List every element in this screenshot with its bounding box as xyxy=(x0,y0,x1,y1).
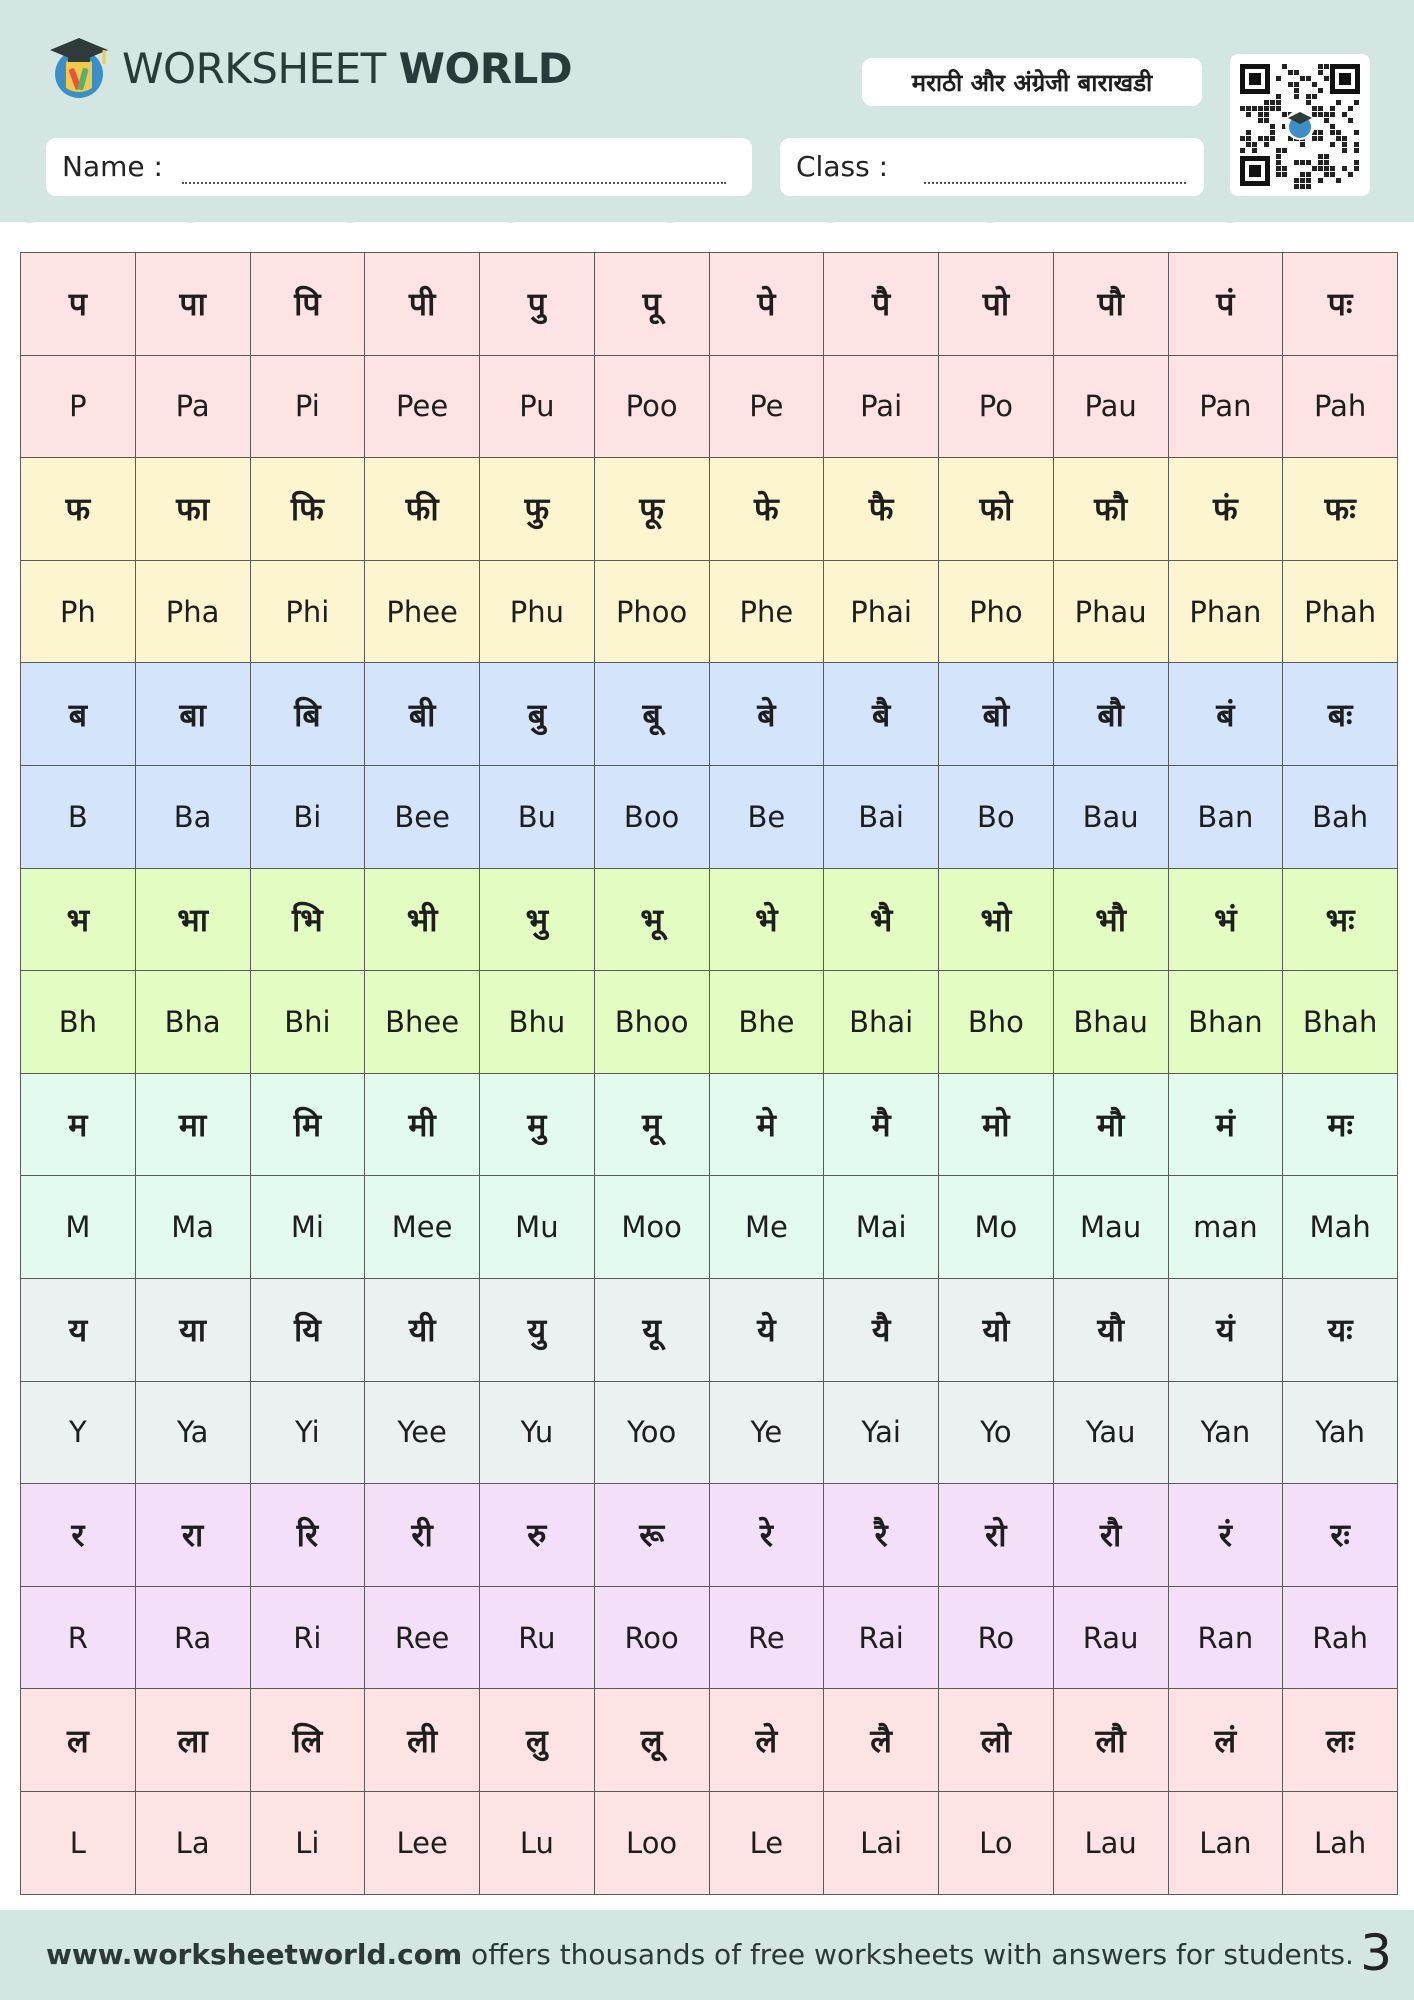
latin-cell: Roo xyxy=(594,1586,709,1689)
devanagari-cell: भु xyxy=(480,868,595,971)
devanagari-cell: भः xyxy=(1283,868,1398,971)
page-footer xyxy=(0,1910,1414,2000)
latin-cell: Pee xyxy=(365,355,480,458)
devanagari-cell: फः xyxy=(1283,458,1398,561)
latin-cell: Bhau xyxy=(1053,971,1168,1074)
latin-cell: Bhu xyxy=(480,971,595,1074)
latin-cell: Re xyxy=(709,1586,824,1689)
devanagari-cell: भं xyxy=(1168,868,1283,971)
latin-cell: Bho xyxy=(939,971,1054,1074)
latin-cell: Lu xyxy=(480,1791,595,1894)
devanagari-cell: भे xyxy=(709,868,824,971)
devanagari-cell: यी xyxy=(365,1278,480,1381)
latin-cell: Me xyxy=(709,1176,824,1279)
latin-cell: Ya xyxy=(135,1381,250,1484)
latin-cell: P xyxy=(21,355,136,458)
latin-cell: M xyxy=(21,1176,136,1279)
table-row xyxy=(21,663,1398,766)
devanagari-cell: रू xyxy=(594,1484,709,1587)
latin-cell: Yah xyxy=(1283,1381,1398,1484)
latin-cell: Phi xyxy=(250,560,365,663)
devanagari-cell: रु xyxy=(480,1484,595,1587)
latin-cell: Ye xyxy=(709,1381,824,1484)
class-line[interactable] xyxy=(924,182,1186,184)
latin-cell: Pu xyxy=(480,355,595,458)
graduate-pencil-logo-icon xyxy=(46,32,112,102)
latin-cell: Rai xyxy=(824,1586,939,1689)
devanagari-cell: यू xyxy=(594,1278,709,1381)
devanagari-cell: पी xyxy=(365,253,480,356)
latin-cell: Phu xyxy=(480,560,595,663)
devanagari-cell: ये xyxy=(709,1278,824,1381)
latin-cell: Ri xyxy=(250,1586,365,1689)
devanagari-cell: मि xyxy=(250,1073,365,1176)
latin-cell: B xyxy=(21,765,136,868)
latin-cell: Phe xyxy=(709,560,824,663)
latin-cell: Yi xyxy=(250,1381,365,1484)
table-row xyxy=(21,253,1398,356)
latin-cell: Phoo xyxy=(594,560,709,663)
footer-website-link[interactable]: www.worksheetworld.com xyxy=(46,1938,463,1971)
devanagari-cell: लू xyxy=(594,1689,709,1792)
devanagari-cell: पो xyxy=(939,253,1054,356)
latin-cell: Lee xyxy=(365,1791,480,1894)
devanagari-cell: यो xyxy=(939,1278,1054,1381)
devanagari-cell: प xyxy=(21,253,136,356)
page-number: 3 xyxy=(1360,1924,1392,1982)
latin-cell: Yan xyxy=(1168,1381,1283,1484)
devanagari-cell: फो xyxy=(939,458,1054,561)
devanagari-cell: मू xyxy=(594,1073,709,1176)
devanagari-cell: पे xyxy=(709,253,824,356)
latin-cell: Phah xyxy=(1283,560,1398,663)
devanagari-cell: भी xyxy=(365,868,480,971)
table-row xyxy=(21,1176,1398,1279)
devanagari-cell: लं xyxy=(1168,1689,1283,1792)
devanagari-cell: लः xyxy=(1283,1689,1398,1792)
devanagari-cell: भै xyxy=(824,868,939,971)
devanagari-cell: लि xyxy=(250,1689,365,1792)
latin-cell: L xyxy=(21,1791,136,1894)
name-label: Name : xyxy=(62,150,163,183)
latin-cell: Yu xyxy=(480,1381,595,1484)
devanagari-cell: भो xyxy=(939,868,1054,971)
devanagari-cell: पि xyxy=(250,253,365,356)
latin-cell: Lai xyxy=(824,1791,939,1894)
devanagari-cell: पः xyxy=(1283,253,1398,356)
name-line[interactable] xyxy=(182,182,726,184)
table-row xyxy=(21,1073,1398,1176)
latin-cell: Bhee xyxy=(365,971,480,1074)
devanagari-cell: रे xyxy=(709,1484,824,1587)
devanagari-cell: मे xyxy=(709,1073,824,1176)
latin-cell: Ma xyxy=(135,1176,250,1279)
devanagari-cell: री xyxy=(365,1484,480,1587)
latin-cell: Bi xyxy=(250,765,365,868)
class-field[interactable] xyxy=(780,138,1204,196)
devanagari-cell: फे xyxy=(709,458,824,561)
footer-text xyxy=(46,1938,1354,1971)
latin-cell: Ba xyxy=(135,765,250,868)
latin-cell: Ran xyxy=(1168,1586,1283,1689)
devanagari-cell: य xyxy=(21,1278,136,1381)
latin-cell: Bau xyxy=(1053,765,1168,868)
latin-cell: Bu xyxy=(480,765,595,868)
devanagari-cell: म xyxy=(21,1073,136,1176)
latin-cell: Pha xyxy=(135,560,250,663)
latin-cell: Bhan xyxy=(1168,971,1283,1074)
devanagari-cell: लै xyxy=(824,1689,939,1792)
devanagari-cell: भू xyxy=(594,868,709,971)
table-row xyxy=(21,1381,1398,1484)
table-row xyxy=(21,560,1398,663)
brand-name xyxy=(122,44,572,93)
devanagari-cell: भा xyxy=(135,868,250,971)
latin-cell: Pai xyxy=(824,355,939,458)
latin-cell: Pau xyxy=(1053,355,1168,458)
devanagari-cell: रा xyxy=(135,1484,250,1587)
devanagari-cell: ब xyxy=(21,663,136,766)
devanagari-cell: ली xyxy=(365,1689,480,1792)
table-row xyxy=(21,1278,1398,1381)
latin-cell: Bai xyxy=(824,765,939,868)
latin-cell: Yo xyxy=(939,1381,1054,1484)
latin-cell: Pi xyxy=(250,355,365,458)
latin-cell: La xyxy=(135,1791,250,1894)
latin-cell: R xyxy=(21,1586,136,1689)
latin-cell: Poo xyxy=(594,355,709,458)
qr-code-icon xyxy=(1230,54,1370,196)
devanagari-cell: बौ xyxy=(1053,663,1168,766)
devanagari-cell: बे xyxy=(709,663,824,766)
devanagari-cell: लो xyxy=(939,1689,1054,1792)
devanagari-cell: भौ xyxy=(1053,868,1168,971)
devanagari-cell: बः xyxy=(1283,663,1398,766)
devanagari-cell: बं xyxy=(1168,663,1283,766)
devanagari-cell: रो xyxy=(939,1484,1054,1587)
table-row xyxy=(21,765,1398,868)
devanagari-cell: र xyxy=(21,1484,136,1587)
barakhadi-table xyxy=(20,252,1398,1895)
devanagari-cell: यः xyxy=(1283,1278,1398,1381)
latin-cell: Ree xyxy=(365,1586,480,1689)
devanagari-cell: फी xyxy=(365,458,480,561)
devanagari-cell: भि xyxy=(250,868,365,971)
worksheet-title: मराठी और अंग्रेजी बाराखडी xyxy=(862,58,1202,106)
devanagari-cell: ला xyxy=(135,1689,250,1792)
latin-cell: Phau xyxy=(1053,560,1168,663)
table-row xyxy=(21,1586,1398,1689)
devanagari-cell: फि xyxy=(250,458,365,561)
devanagari-cell: फु xyxy=(480,458,595,561)
devanagari-cell: यै xyxy=(824,1278,939,1381)
devanagari-cell: यं xyxy=(1168,1278,1283,1381)
latin-cell: Bhoo xyxy=(594,971,709,1074)
devanagari-cell: पौ xyxy=(1053,253,1168,356)
devanagari-cell: पै xyxy=(824,253,939,356)
latin-cell: Le xyxy=(709,1791,824,1894)
latin-cell: Lo xyxy=(939,1791,1054,1894)
devanagari-cell: पु xyxy=(480,253,595,356)
latin-cell: Boo xyxy=(594,765,709,868)
class-label: Class : xyxy=(796,150,888,183)
devanagari-cell: भ xyxy=(21,868,136,971)
latin-cell: Mah xyxy=(1283,1176,1398,1279)
latin-cell: Bo xyxy=(939,765,1054,868)
footer-tagline: offers thousands of free worksheets with answers for students. xyxy=(462,1938,1354,1971)
devanagari-cell: लु xyxy=(480,1689,595,1792)
devanagari-cell: यु xyxy=(480,1278,595,1381)
latin-cell: Phan xyxy=(1168,560,1283,663)
latin-cell: Mai xyxy=(824,1176,939,1279)
latin-cell: Bee xyxy=(365,765,480,868)
devanagari-cell: मः xyxy=(1283,1073,1398,1176)
name-field[interactable] xyxy=(46,138,752,196)
devanagari-cell: पू xyxy=(594,253,709,356)
latin-cell: Moo xyxy=(594,1176,709,1279)
latin-cell: Ru xyxy=(480,1586,595,1689)
latin-cell: Pah xyxy=(1283,355,1398,458)
latin-cell: Bhi xyxy=(250,971,365,1074)
latin-cell: Li xyxy=(250,1791,365,1894)
latin-cell: Ro xyxy=(939,1586,1054,1689)
latin-cell: Lan xyxy=(1168,1791,1283,1894)
table-row xyxy=(21,868,1398,971)
devanagari-cell: बा xyxy=(135,663,250,766)
devanagari-cell: रि xyxy=(250,1484,365,1587)
devanagari-cell: फू xyxy=(594,458,709,561)
table-row xyxy=(21,1689,1398,1792)
latin-cell: Lau xyxy=(1053,1791,1168,1894)
latin-cell: man xyxy=(1168,1176,1283,1279)
latin-cell: Rah xyxy=(1283,1586,1398,1689)
devanagari-cell: ले xyxy=(709,1689,824,1792)
devanagari-cell: यौ xyxy=(1053,1278,1168,1381)
latin-cell: Yai xyxy=(824,1381,939,1484)
devanagari-cell: फ xyxy=(21,458,136,561)
latin-cell: Ph xyxy=(21,560,136,663)
latin-cell: Be xyxy=(709,765,824,868)
latin-cell: Pe xyxy=(709,355,824,458)
devanagari-cell: बु xyxy=(480,663,595,766)
devanagari-cell: मी xyxy=(365,1073,480,1176)
devanagari-cell: रौ xyxy=(1053,1484,1168,1587)
latin-cell: Yau xyxy=(1053,1381,1168,1484)
header-torn-edge xyxy=(0,205,1414,235)
devanagari-cell: फै xyxy=(824,458,939,561)
latin-cell: Rau xyxy=(1053,1586,1168,1689)
latin-cell: Pa xyxy=(135,355,250,458)
brand-bold: WORLD xyxy=(398,44,573,93)
latin-cell: Bhai xyxy=(824,971,939,1074)
devanagari-cell: मै xyxy=(824,1073,939,1176)
brand-light: WORKSHEET xyxy=(122,44,386,93)
latin-cell: Mee xyxy=(365,1176,480,1279)
latin-cell: Phee xyxy=(365,560,480,663)
devanagari-cell: या xyxy=(135,1278,250,1381)
table-row xyxy=(21,1484,1398,1587)
devanagari-cell: रै xyxy=(824,1484,939,1587)
table-row xyxy=(21,458,1398,561)
devanagari-cell: लौ xyxy=(1053,1689,1168,1792)
latin-cell: Ban xyxy=(1168,765,1283,868)
devanagari-cell: मु xyxy=(480,1073,595,1176)
table-row xyxy=(21,971,1398,1074)
devanagari-cell: मो xyxy=(939,1073,1054,1176)
devanagari-cell: रः xyxy=(1283,1484,1398,1587)
table-row xyxy=(21,355,1398,458)
latin-cell: Lah xyxy=(1283,1791,1398,1894)
devanagari-cell: मा xyxy=(135,1073,250,1176)
latin-cell: Ra xyxy=(135,1586,250,1689)
latin-cell: Bhah xyxy=(1283,971,1398,1074)
table-row xyxy=(21,1791,1398,1894)
devanagari-cell: बै xyxy=(824,663,939,766)
latin-cell: Bh xyxy=(21,971,136,1074)
latin-cell: Pho xyxy=(939,560,1054,663)
devanagari-cell: फं xyxy=(1168,458,1283,561)
devanagari-cell: बू xyxy=(594,663,709,766)
latin-cell: Mau xyxy=(1053,1176,1168,1279)
devanagari-cell: मौ xyxy=(1053,1073,1168,1176)
devanagari-cell: फौ xyxy=(1053,458,1168,561)
latin-cell: Po xyxy=(939,355,1054,458)
latin-cell: Y xyxy=(21,1381,136,1484)
devanagari-cell: पं xyxy=(1168,253,1283,356)
devanagari-cell: ल xyxy=(21,1689,136,1792)
devanagari-cell: बी xyxy=(365,663,480,766)
latin-cell: Loo xyxy=(594,1791,709,1894)
devanagari-cell: यि xyxy=(250,1278,365,1381)
latin-cell: Phai xyxy=(824,560,939,663)
latin-cell: Yee xyxy=(365,1381,480,1484)
devanagari-cell: बो xyxy=(939,663,1054,766)
latin-cell: Bhe xyxy=(709,971,824,1074)
latin-cell: Mo xyxy=(939,1176,1054,1279)
latin-cell: Yoo xyxy=(594,1381,709,1484)
devanagari-cell: मं xyxy=(1168,1073,1283,1176)
devanagari-cell: रं xyxy=(1168,1484,1283,1587)
devanagari-cell: पा xyxy=(135,253,250,356)
devanagari-cell: बि xyxy=(250,663,365,766)
latin-cell: Bah xyxy=(1283,765,1398,868)
latin-cell: Bha xyxy=(135,971,250,1074)
latin-cell: Pan xyxy=(1168,355,1283,458)
latin-cell: Mi xyxy=(250,1176,365,1279)
devanagari-cell: फा xyxy=(135,458,250,561)
latin-cell: Mu xyxy=(480,1176,595,1279)
